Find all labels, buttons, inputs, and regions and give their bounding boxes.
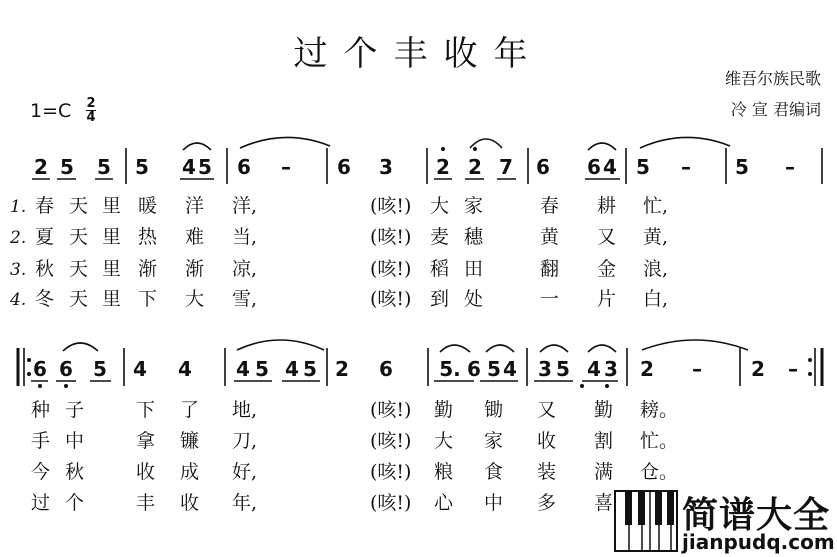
- lyric-char: 天: [69, 258, 89, 280]
- lyric-char: 忙。: [640, 430, 679, 452]
- lyric-char: 割: [594, 430, 614, 452]
- song-title: 过个丰收年: [293, 34, 544, 74]
- note: 4: [587, 357, 601, 381]
- lyric-char: 金: [597, 258, 617, 280]
- lyric-char: 里: [102, 288, 122, 310]
- lyric-char: 丰: [136, 492, 156, 514]
- lyric-char: 雪,: [232, 288, 258, 310]
- lyric-char: 了: [180, 399, 200, 421]
- lyric-char: 过: [31, 492, 51, 514]
- note: 7: [499, 155, 513, 179]
- lyric-char: 难: [185, 226, 205, 248]
- watermark-url: jianpudq.com: [682, 530, 835, 554]
- lyric-char: (咳!): [370, 226, 412, 248]
- note: 5: [97, 155, 111, 179]
- lyric-char: 热: [138, 226, 158, 248]
- time-signature-bottom: 4: [86, 110, 96, 125]
- verse-line: [10, 195, 26, 218]
- note: 4: [182, 155, 196, 179]
- lyric-char: 渐: [185, 258, 205, 280]
- lyric-char: 粮: [434, 461, 454, 483]
- watermark-name: 简谱大全: [682, 495, 831, 536]
- note-dash: –: [785, 155, 795, 179]
- note: 5: [636, 155, 650, 179]
- note: 6: [59, 357, 73, 381]
- lyric-char: 麦: [430, 226, 450, 248]
- lyric-char: 暖: [138, 195, 158, 217]
- lyric-char: 天: [69, 226, 89, 248]
- note: 4: [503, 357, 517, 381]
- note-dash: –: [788, 357, 798, 381]
- lyric-char: (咳!): [370, 258, 412, 280]
- lyric-char: (咳!): [370, 492, 412, 514]
- lyric-char: 锄: [484, 399, 504, 421]
- lyric-char: 勤: [594, 399, 614, 421]
- lyric-char: 又: [537, 399, 557, 421]
- note: 4: [236, 357, 250, 381]
- credit-origin: 维吾尔族民歌: [724, 69, 821, 88]
- lyric-char: 喜: [594, 492, 614, 514]
- note: 5: [255, 357, 269, 381]
- lyric-char: 田: [464, 258, 484, 280]
- lyric-char: 地,: [232, 399, 258, 421]
- lyric-char: 勤: [434, 399, 454, 421]
- lyric-char: 中: [65, 430, 85, 452]
- lyric-char: 春: [540, 195, 560, 217]
- lyric-char: 家: [484, 430, 504, 452]
- lyric-char: 中: [484, 492, 504, 514]
- note: 5: [93, 357, 107, 381]
- note: 2: [751, 357, 765, 381]
- lyric-char: 里: [102, 258, 122, 280]
- note-dash: –: [692, 357, 702, 381]
- note: 4: [285, 357, 299, 381]
- verse-line: [10, 226, 26, 249]
- lyric-char: 手: [31, 430, 51, 452]
- lyric-char: 天: [69, 288, 89, 310]
- lyric-char: 片: [597, 288, 617, 310]
- lyric-char: 多: [537, 492, 557, 514]
- lyric-char: 洋,: [232, 195, 258, 217]
- lyric-char: 处: [464, 288, 484, 310]
- lyric-char: 种: [31, 399, 51, 421]
- lyric-char: 镰: [180, 430, 200, 452]
- lyric-char: 凉,: [232, 258, 258, 280]
- lyric-char: 仓。: [640, 461, 679, 483]
- lyric-char: 又: [597, 226, 617, 248]
- note-dash: –: [281, 155, 291, 179]
- lyric-char: 里: [102, 195, 122, 217]
- time-signature-top: 2: [86, 96, 96, 111]
- lyric-char: 年,: [232, 492, 258, 514]
- lyric-char: (咳!): [370, 399, 412, 421]
- note: 6: [237, 155, 251, 179]
- note: 3: [379, 155, 393, 179]
- lyric-char: 渐: [138, 258, 158, 280]
- key-signature: 1=C: [30, 100, 72, 122]
- lyric-char: 满: [594, 461, 614, 483]
- note: 2: [468, 155, 482, 179]
- verse-line: [10, 288, 26, 311]
- lyric-char: (咳!): [370, 430, 412, 452]
- note: 5: [735, 155, 749, 179]
- lyric-char: 收: [537, 430, 557, 452]
- lyric-char: 一: [540, 288, 560, 310]
- lyric-char: 翻: [540, 258, 560, 280]
- verse-number: 2.: [10, 228, 27, 248]
- lyric-char: 好,: [232, 461, 258, 483]
- note: 2: [34, 155, 48, 179]
- lyric-char: 到: [430, 288, 450, 310]
- lyric-char: 天: [69, 195, 89, 217]
- note: 6: [587, 155, 601, 179]
- lyric-char: 收: [136, 461, 156, 483]
- note: 6: [337, 155, 351, 179]
- lyric-char: 稻: [430, 258, 450, 280]
- lyric-char: 拿: [136, 430, 156, 452]
- note: 5: [135, 155, 149, 179]
- note: 6: [379, 357, 393, 381]
- note: 3: [538, 357, 552, 381]
- note: 2: [640, 357, 654, 381]
- lyric-char: 当,: [232, 226, 258, 248]
- lyric-char: 大: [434, 430, 454, 452]
- lyric-char: 洋: [185, 195, 205, 217]
- note: 2: [436, 155, 450, 179]
- note: 5: [556, 357, 570, 381]
- lyric-char: 里: [102, 226, 122, 248]
- lyric-char: 忙,: [643, 195, 669, 217]
- lyric-char: 食: [484, 461, 504, 483]
- lyric-char: (咳!): [370, 195, 412, 217]
- credit-lyricist: 冷 宣 君编词: [730, 100, 821, 119]
- verse-number: 1.: [10, 197, 27, 217]
- lyric-char: 夏: [35, 226, 55, 248]
- lyric-char: 下: [136, 399, 156, 421]
- note: 6: [467, 357, 481, 381]
- lyric-char: 大: [430, 195, 450, 217]
- lyric-char: (咳!): [370, 461, 412, 483]
- lyric-char: 耪。: [640, 399, 679, 421]
- lyric-char: 心: [434, 492, 454, 514]
- lyric-char: 大: [185, 288, 205, 310]
- note: 2: [335, 357, 349, 381]
- lyric-char: 下: [138, 288, 158, 310]
- lyric-char: 收: [180, 492, 200, 514]
- note: 4: [178, 357, 192, 381]
- note: 5.: [439, 357, 461, 381]
- lyric-char: 黄,: [643, 226, 669, 248]
- note: 5: [487, 357, 501, 381]
- lyric-char: 家: [464, 195, 484, 217]
- note-dash: –: [681, 155, 691, 179]
- lyric-char: 白,: [643, 288, 669, 310]
- lyric-char: 浪,: [643, 258, 669, 280]
- note: 4: [603, 155, 617, 179]
- lyric-char: 冬: [35, 288, 55, 310]
- note: 3: [604, 357, 618, 381]
- lyric-char: 秋: [65, 461, 85, 483]
- lyric-char: 黄: [540, 226, 560, 248]
- lyric-char: 个: [65, 492, 85, 514]
- note: 5: [198, 155, 212, 179]
- note: 5: [60, 155, 74, 179]
- lyric-char: 成: [180, 461, 200, 483]
- verse-number: 3.: [10, 260, 27, 280]
- lyric-char: 穗: [464, 226, 484, 248]
- lyric-char: 装: [537, 461, 557, 483]
- note: 4: [133, 357, 147, 381]
- lyric-char: 刀,: [232, 430, 258, 452]
- note: 5: [303, 357, 317, 381]
- lyric-char: 耕: [597, 195, 617, 217]
- lyric-char: 子: [65, 399, 85, 421]
- lyric-char: 秋: [35, 258, 55, 280]
- lyric-char: 今: [31, 461, 51, 483]
- note: 6: [536, 155, 550, 179]
- lyric-char: 春: [35, 195, 55, 217]
- verse-line: [10, 258, 26, 281]
- verse-number: 4.: [10, 290, 27, 310]
- note: 6: [33, 357, 47, 381]
- lyric-char: (咳!): [370, 288, 412, 310]
